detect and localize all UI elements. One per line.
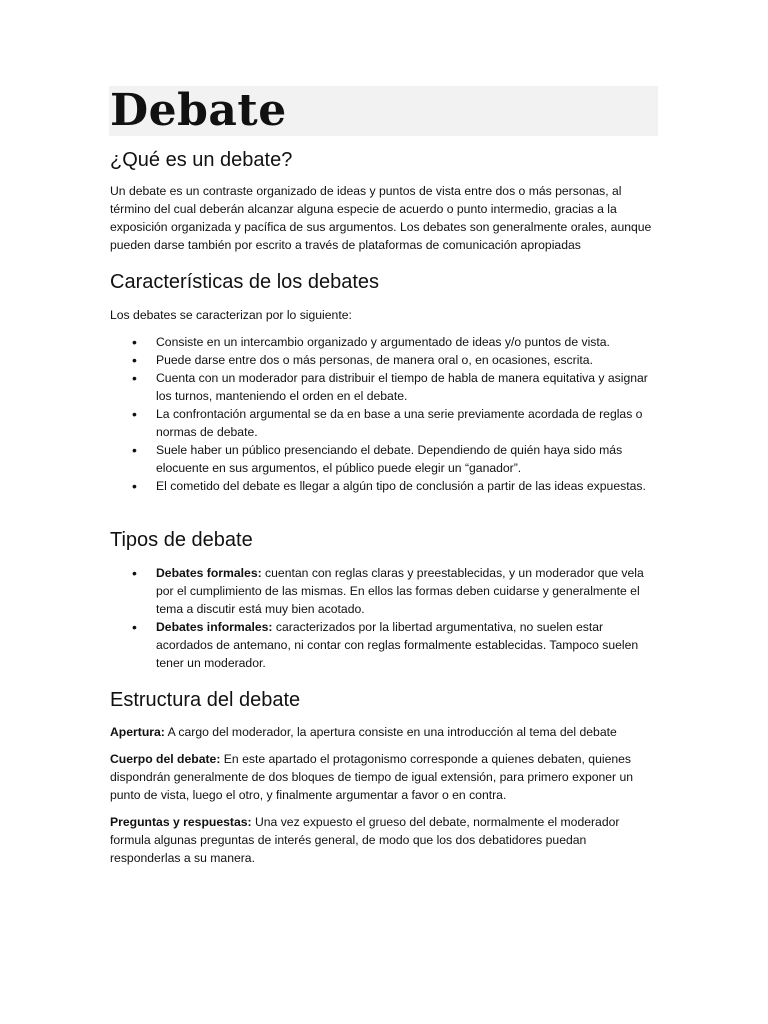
list-item xyxy=(110,618,655,672)
list-item: • Suele haber un público presenciando el debate. Dependiendo de quién haya sido más elocuente en sus argumentos, el público puede elegir un “ganador”. xyxy=(110,441,655,477)
paragraph-cuerpo xyxy=(110,750,655,804)
heading-caracteristicas: Características de los debates xyxy=(110,271,380,293)
list-item-label: Debates informales: xyxy=(156,620,273,634)
paragraph-label: Cuerpo del debate: xyxy=(110,752,221,766)
paragraph-caracteristicas-intro: Los debates se caracterizan por lo siguiente: xyxy=(110,308,352,322)
paragraph-text: Una vez expuesto el grueso del debate, normalmente el moderador formula algunas preguntas de interés general, de modo que los dos debatidores puedan responderlas a su manera. xyxy=(110,815,620,865)
list-tipos xyxy=(110,564,655,672)
list-item: • Puede darse entre dos o más personas, de manera oral o, en ocasiones, escrita. xyxy=(110,351,655,369)
list-item xyxy=(110,564,655,618)
list-item: • La confrontación argumental se da en base a una serie previamente acordada de reglas o normas de debate. xyxy=(110,405,655,441)
list-item: • Consiste en un intercambio organizado y argumentado de ideas y/o puntos de vista. xyxy=(110,333,655,351)
paragraph-apertura xyxy=(110,723,655,741)
heading-estructura: Estructura del debate xyxy=(110,689,301,711)
paragraph-preguntas xyxy=(110,813,655,867)
document-title: Debate xyxy=(110,85,287,136)
paragraph-label: Apertura: xyxy=(110,725,165,739)
paragraph-que-es: Un debate es un contraste organizado de ideas y puntos de vista entre dos o más personas, al término del cual deberán alcanzar alguna especie de acuerdo o punto intermedio, gracias a la exposición organizada y pacífica de sus argumentos. Los debates son generalmente orales, aunque pueden darse también por escrito a través de plataformas de comunicación apropiadas xyxy=(110,184,652,252)
paragraph-text: En este apartado el protagonismo corresponde a quienes debaten, quienes dispondrán generalmente de dos bloques de tiempo de igual extensión, para primero exponer un punto de vista, luego el otro, y finalmente argumentar a favor o en contra. xyxy=(110,752,634,802)
heading-tipos: Tipos de debate xyxy=(110,529,253,551)
list-item: • Cuenta con un moderador para distribuir el tiempo de habla de manera equitativa y asignar los turnos, manteniendo el orden en el debate. xyxy=(110,369,655,405)
list-item-text: cuentan con reglas claras y preestablecidas, y un moderador que vela por el cumplimiento de las mismas. En ellos las formas deben cuidarse y generalmente el tema a discutir está muy bien acotado. xyxy=(156,566,644,616)
document-body xyxy=(110,146,655,876)
paragraph-label: Preguntas y respuestas: xyxy=(110,815,252,829)
heading-que-es: ¿Qué es un debate? xyxy=(110,149,293,171)
list-caracteristicas xyxy=(110,333,655,495)
list-item: • El cometido del debate es llegar a algún tipo de conclusión a partir de las ideas expuestas. xyxy=(110,477,655,495)
paragraph-text: A cargo del moderador, la apertura consiste en una introducción al tema del debate xyxy=(164,725,617,739)
list-item-text: caracterizados por la libertad argumentativa, no suelen estar acordados de antemano, ni contar con reglas formalmente establecidas. Tampoco suelen tener un moderador. xyxy=(156,620,639,670)
list-item-label: Debates formales: xyxy=(156,566,262,580)
